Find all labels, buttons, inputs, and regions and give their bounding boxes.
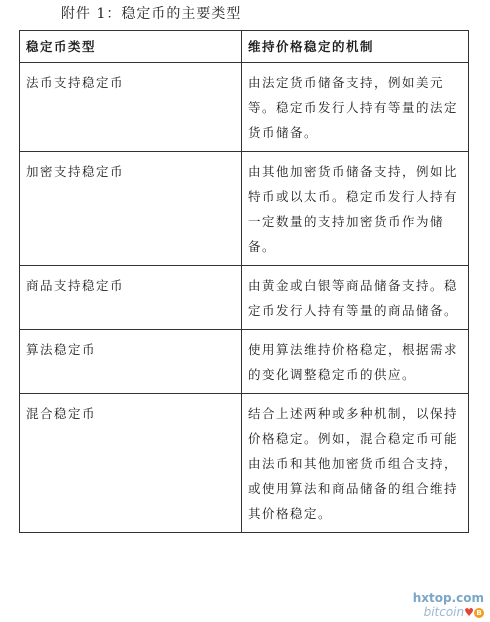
header-type: 稳定币类型 (20, 31, 242, 63)
table-row (20, 63, 469, 152)
row-type-cell: 商品支持稳定币 (20, 266, 242, 330)
table-row (20, 266, 469, 330)
table-header-row (20, 31, 469, 63)
table-row (20, 152, 469, 266)
row-mechanism-cell: 由其他加密货币储备支持，例如比特币或以太币。稳定币发行人持有一定数量的支持加密货币作为储备。 (242, 152, 469, 266)
row-type-cell: 法币支持稳定币 (20, 63, 242, 152)
header-mechanism: 维持价格稳定的机制 (242, 31, 469, 63)
row-mechanism-cell: 由法定货币储备支持，例如美元等。稳定币发行人持有等量的法定货币储备。 (242, 63, 469, 152)
document-caption: 附件 1：稳定币的主要类型 (61, 6, 242, 22)
row-type-cell: 加密支持稳定币 (20, 152, 242, 266)
row-mechanism-cell: 使用算法维持价格稳定，根据需求的变化调整稳定币的供应。 (242, 330, 469, 394)
row-mechanism-cell: 由黄金或白银等商品储备支持。稳定币发行人持有等量的商品储备。 (242, 266, 469, 330)
watermark-site: hxtop.com (412, 591, 484, 605)
heart-icon: ♥ (464, 606, 474, 619)
site-watermark (413, 591, 484, 620)
watermark-brand-line (413, 605, 484, 620)
watermark-brand: bitcoin (423, 605, 465, 619)
stablecoin-types-table (19, 30, 469, 533)
row-type-cell: 混合稳定币 (20, 394, 242, 533)
bitcoin-coin-icon: B (474, 608, 484, 618)
row-mechanism-cell: 结合上述两种或多种机制，以保持价格稳定。例如，混合稳定币可能由法币和其他加密货币组合支持，或使用算法和商品储备的组合维持其价格稳定。 (242, 394, 469, 533)
table-row (20, 330, 469, 394)
table-row (20, 394, 469, 533)
row-type-cell: 算法稳定币 (20, 330, 242, 394)
